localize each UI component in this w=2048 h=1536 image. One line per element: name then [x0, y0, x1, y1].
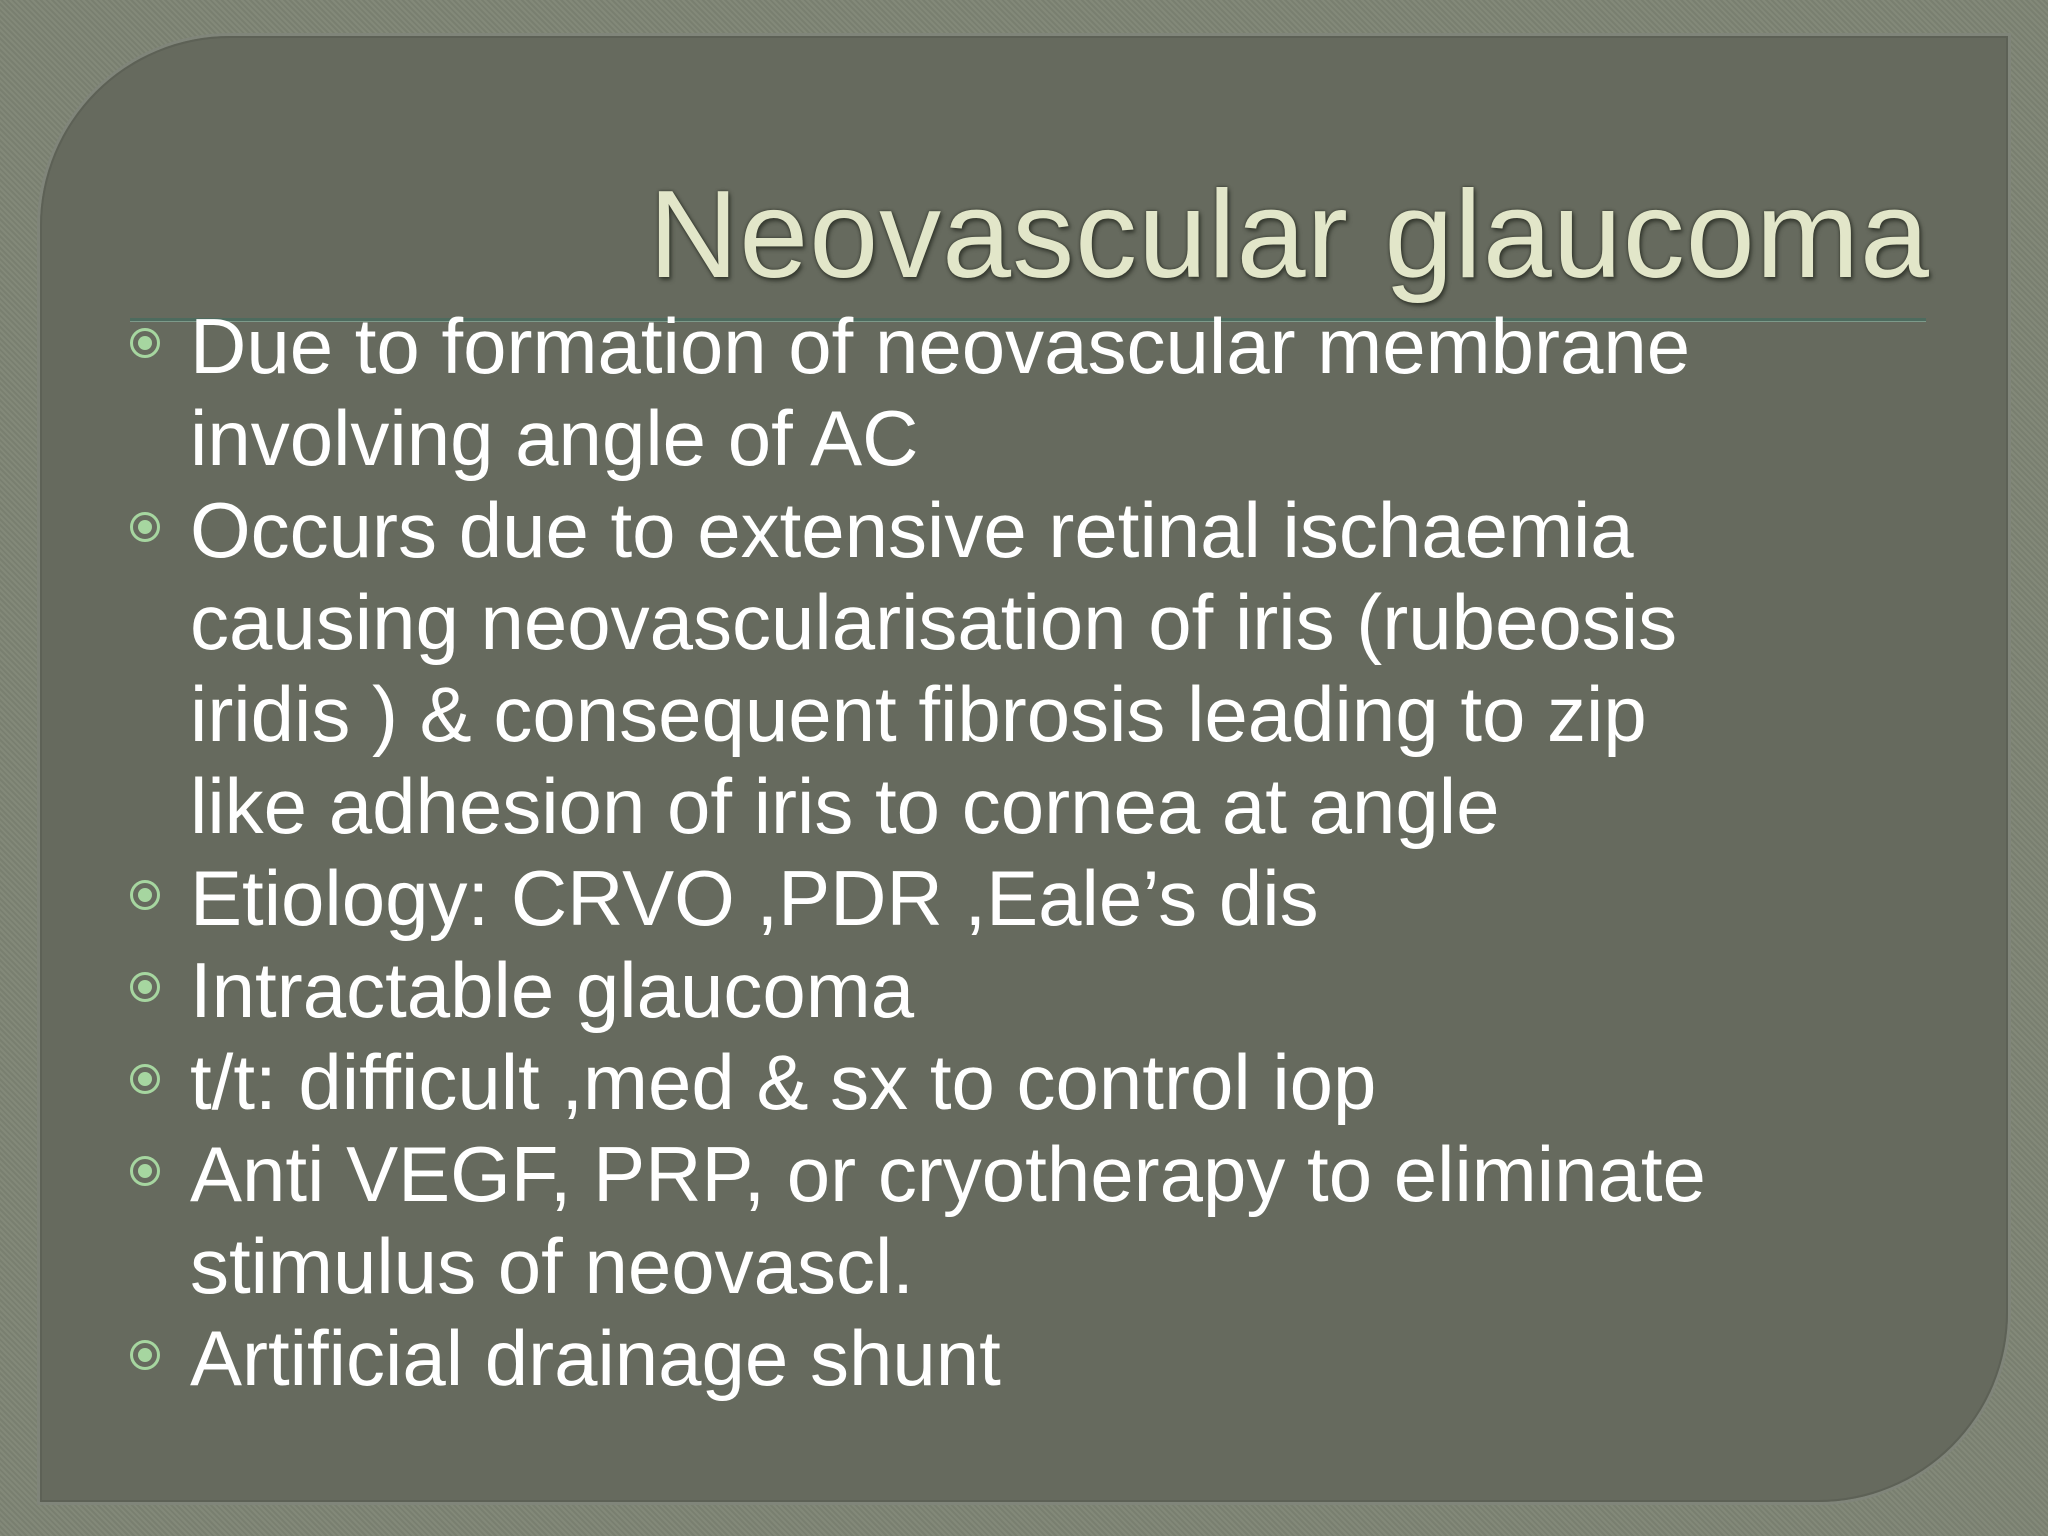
bullet-line: stimulus of neovascl.: [190, 1222, 914, 1310]
circled-dot-icon: [130, 1156, 160, 1186]
circled-dot-icon: [130, 512, 160, 542]
circled-dot-icon: [130, 972, 160, 1002]
bullet-line: Artificial drainage shunt: [190, 1314, 1001, 1402]
bullet-list: [130, 300, 1930, 1404]
slide-title: Neovascular glaucoma: [648, 166, 1930, 304]
bullet-line: Due to formation of neovascular membrane: [190, 302, 1691, 390]
circled-dot-icon: [130, 1340, 160, 1370]
bullet-item-2: [130, 484, 1930, 852]
bullet-line: iridis ) & consequent fibrosis leading to zip: [190, 670, 1647, 758]
bullet-line: like adhesion of iris to cornea at angle: [190, 762, 1500, 850]
bullet-line: Anti VEGF, PRP, or cryotherapy to eliminate: [190, 1130, 1706, 1218]
bullet-item-5: [130, 1036, 1930, 1128]
circled-dot-icon: [130, 1064, 160, 1094]
bullet-line: causing neovascularisation of iris (rubeosis: [190, 578, 1678, 666]
bullet-line: involving angle of AC: [190, 394, 919, 482]
circled-dot-icon: [130, 880, 160, 910]
bullet-item-4: [130, 944, 1930, 1036]
bullet-item-6: [130, 1128, 1930, 1312]
bullet-line: Intractable glaucoma: [190, 946, 915, 1034]
bullet-item-3: [130, 852, 1930, 944]
bullet-line: Occurs due to extensive retinal ischaemia: [190, 486, 1634, 574]
bullet-line: Etiology: CRVO ,PDR ,Eale’s dis: [190, 854, 1319, 942]
bullet-item-7: [130, 1312, 1930, 1404]
bullet-line: t/t: difficult ,med & sx to control iop: [190, 1038, 1377, 1126]
bullet-item-1: [130, 300, 1930, 484]
circled-dot-icon: [130, 328, 160, 358]
